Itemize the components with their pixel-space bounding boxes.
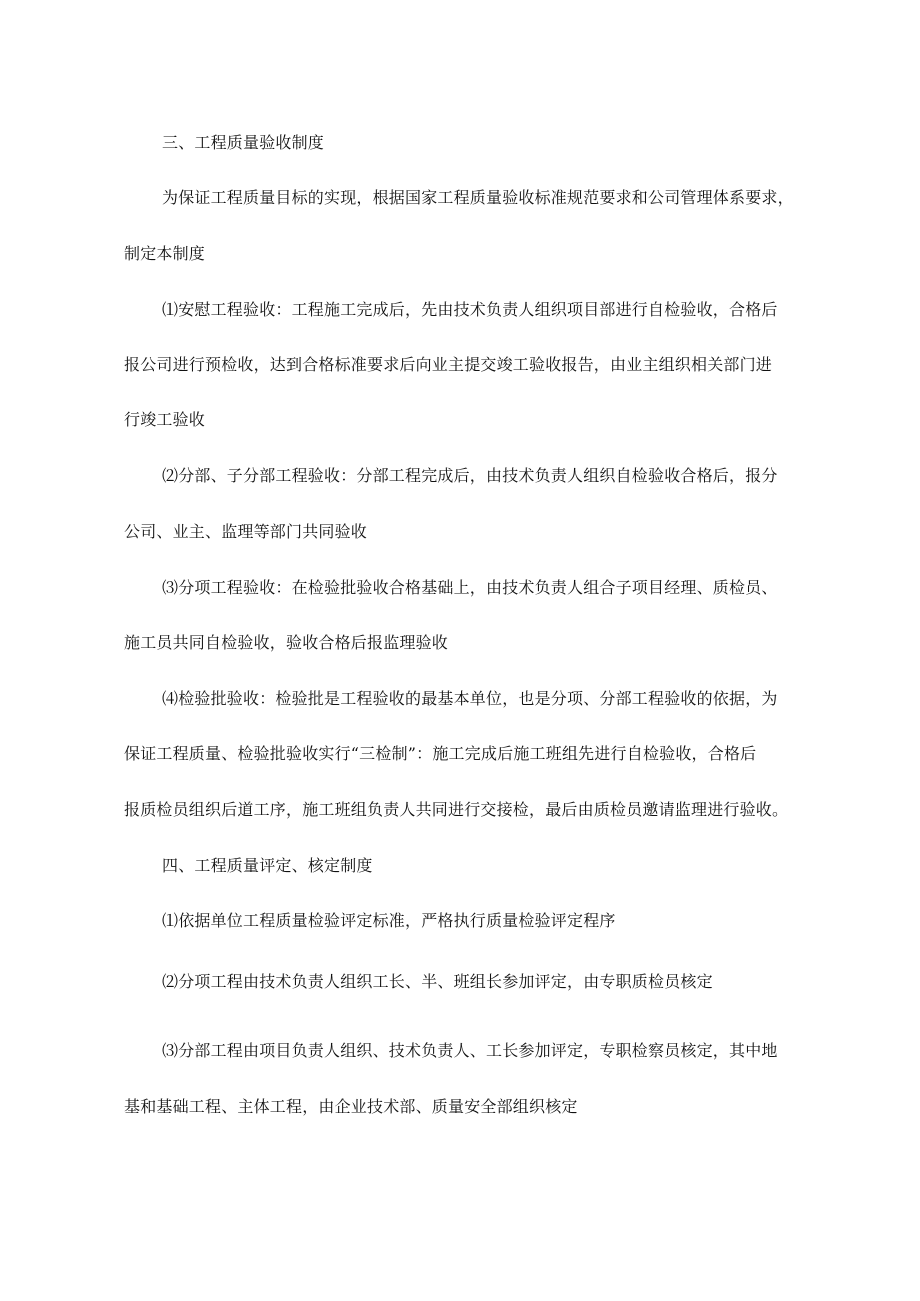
section-4-heading: 四、工程质量评定、核定制度 [162, 856, 373, 875]
item-2-line-1: ⑵分部、子分部工程验收：分部工程完成后，由技术负责人组织自检验收合格后，报分 [162, 466, 778, 485]
item-4-line-3: 报质检员组织后道工序，施工班组负责人共同进行交接检，最后由质检员邀请监理进行验收。 [124, 800, 789, 819]
item-2-line-2: 公司、业主、监理等部门共同验收 [124, 522, 368, 541]
item-1-line-2: 报公司进行预检收，达到合格标准要求后向业主提交竣工验收报告，由业主组织相关部门进 [124, 355, 773, 374]
item-4-line-1: ⑷检验批验收：检验批是工程验收的最基本单位，也是分项、分部工程验收的依据，为 [162, 689, 778, 708]
section-4-item-3-line-2: 基和基础工程、主体工程，由企业技术部、质量安全部组织核定 [124, 1097, 578, 1116]
section-4-item-3-line-1: ⑶分部工程由项目负责人组织、技术负责人、工长参加评定，专职检察员核定，其中地 [162, 1041, 778, 1060]
intro-line-1: 为保证工程质量目标的实现，根据国家工程质量验收标准规范要求和公司管理体系要求， [162, 188, 794, 207]
section-4-item-2: ⑵分项工程由技术负责人组织工长、半、班组长参加评定，由专职质检员核定 [162, 972, 713, 991]
item-3-line-1: ⑶分项工程验收：在检验批验收合格基础上，由技术负责人组合子项目经理、质检员、 [162, 578, 778, 597]
section-4-item-1: ⑴依据单位工程质量检验评定标准，严格执行质量检验评定程序 [162, 911, 616, 930]
section-3-heading: 三、工程质量验收制度 [162, 133, 325, 152]
item-3-line-2: 施工员共同自检验收，验收合格后报监理验收 [124, 633, 449, 652]
item-1-line-1: ⑴安慰工程验收：工程施工完成后，先由技术负责人组织项目部进行自检验收，合格后 [162, 300, 778, 319]
intro-line-2: 制定本制度 [124, 244, 206, 263]
item-1-line-3: 行竣工验收 [124, 410, 206, 429]
item-4-line-2: 保证工程质量、检验批验收实行“三检制”：施工完成后施工班组先进行自检验收，合格后 [124, 744, 757, 763]
